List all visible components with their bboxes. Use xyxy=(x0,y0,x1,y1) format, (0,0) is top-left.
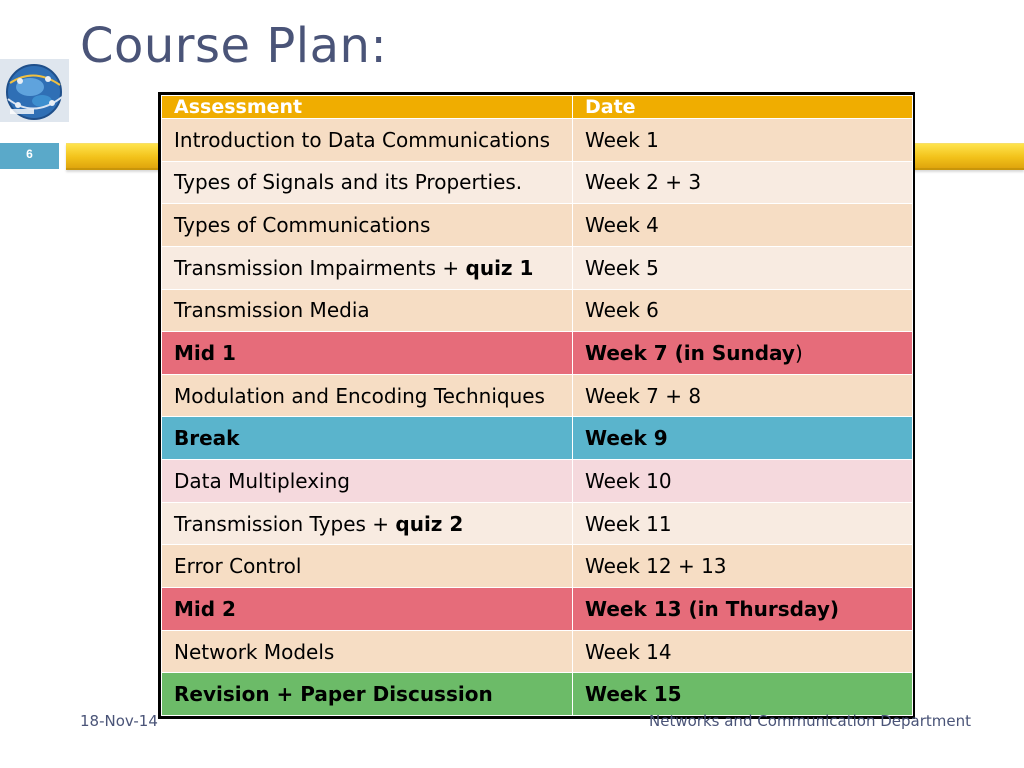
table-row xyxy=(162,161,913,204)
assessment-cell: Break xyxy=(162,417,573,460)
assessment-cell: Transmission Types + quiz 2 xyxy=(162,502,573,545)
date-cell: Week 11 xyxy=(573,502,913,545)
slide-number: 6 xyxy=(0,143,59,169)
assessment-cell: Network Models xyxy=(162,630,573,673)
column-header-assessment: Assessment xyxy=(162,96,573,119)
assessment-cell: Modulation and Encoding Techniques xyxy=(162,374,573,417)
date-cell: Week 10 xyxy=(573,460,913,503)
date-cell: Week 2 + 3 xyxy=(573,161,913,204)
date-cell: Week 6 xyxy=(573,289,913,332)
slide-title: Course Plan: xyxy=(80,18,388,74)
date-cell: Week 15 xyxy=(573,673,913,716)
table-row xyxy=(162,460,913,503)
date-cell: Week 12 + 13 xyxy=(573,545,913,588)
table-row xyxy=(162,119,913,162)
table-row-mid-exam xyxy=(162,588,913,631)
date-cell: Week 1 xyxy=(573,119,913,162)
table-row xyxy=(162,246,913,289)
date-cell: Week 13 (in Thursday) xyxy=(573,588,913,631)
assessment-cell: Error Control xyxy=(162,545,573,588)
date-cell: Week 7 (in Sunday) xyxy=(573,332,913,375)
date-cell: Week 9 xyxy=(573,417,913,460)
date-cell: Week 14 xyxy=(573,630,913,673)
table-row-revision xyxy=(162,673,913,716)
table-row xyxy=(162,374,913,417)
globe-network-logo-icon xyxy=(0,59,69,122)
assessment-cell: Types of Communications xyxy=(162,204,573,247)
table-header-row xyxy=(162,96,913,119)
column-header-date: Date xyxy=(573,96,913,119)
assessment-cell: Data Multiplexing xyxy=(162,460,573,503)
assessment-cell: Transmission Media xyxy=(162,289,573,332)
decorative-bar-left xyxy=(66,143,162,170)
assessment-cell: Revision + Paper Discussion xyxy=(162,673,573,716)
table-row xyxy=(162,204,913,247)
table-row xyxy=(162,502,913,545)
quiz-label: quiz 2 xyxy=(395,511,464,536)
quiz-label: quiz 1 xyxy=(465,255,534,280)
footer-department: Networks and Communication Department xyxy=(649,712,971,730)
date-cell: Week 7 + 8 xyxy=(573,374,913,417)
date-cell: Week 4 xyxy=(573,204,913,247)
assessment-cell: Mid 2 xyxy=(162,588,573,631)
table-row-mid-exam xyxy=(162,332,913,375)
date-cell: Week 5 xyxy=(573,246,913,289)
assessment-cell: Introduction to Data Communications xyxy=(162,119,573,162)
course-plan-table xyxy=(161,95,913,716)
decorative-bar-right xyxy=(912,143,1024,170)
table-row-break xyxy=(162,417,913,460)
assessment-cell: Types of Signals and its Properties. xyxy=(162,161,573,204)
table-row xyxy=(162,289,913,332)
course-plan-table-frame xyxy=(158,92,915,719)
assessment-cell: Transmission Impairments + quiz 1 xyxy=(162,246,573,289)
assessment-cell: Mid 1 xyxy=(162,332,573,375)
footer-date: 18-Nov-14 xyxy=(80,712,158,730)
table-row xyxy=(162,545,913,588)
table-row xyxy=(162,630,913,673)
